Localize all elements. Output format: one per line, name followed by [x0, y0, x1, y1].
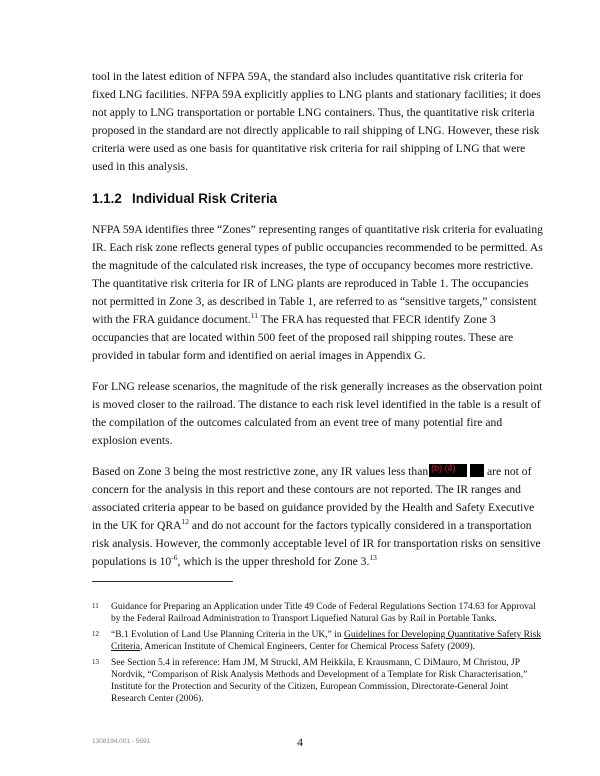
- intro-paragraph: tool in the latest edition of NFPA 59A, the standard also includes quantitative risk criteria for fixed LNG facilities. NFPA 59A explicitly applies to LNG plants and stationary facilities; it does not apply to LNG transportation or portable LNG containers. Thus, the quantitative risk criteria proposed in the standard are not directly applicable to rail shipping of LNG. However, these risk criteria were used as one basis for quantitative risk criteria for rail shipping of LNG that were used in this analysis.: [92, 70, 541, 173]
- page-body: [92, 68, 544, 584]
- footnote-11: [92, 601, 544, 625]
- footnote-text: Guidance for Preparing an Application under Title 49 Code of Federal Regulations Section 174.63 for Approval by the Federal Railroad Administration to Transport Liquefied Natural Gas by Rail in Portable Tanks.: [111, 602, 536, 624]
- footnote-12: [92, 629, 544, 653]
- footnote-citation-link[interactable]: Guidelines for Developing Quantitative Safety Risk Criteria: [111, 630, 542, 652]
- paragraph-zone3: Based on Zone 3 being the most restrictive zone, any IR values less than (b) (4) are not of concern for the analysis in this report and these contours are not reported. The IR ranges and associated criteria appear to be based on guidance provided by the Health and Safety Executive in the UK for QRA$^{12}$ and do not account for the factors typically considered in a transportation risk analysis. However, the commonly acceptable level of IR for transportation risks on sensitive populations is $10^{-6}$, which is the upper threshold for Zone 3.13: [92, 463, 541, 568]
- redaction-label: (b) (4): [431, 463, 456, 473]
- section-number: 1.1.2: [92, 191, 122, 206]
- footnote-ref-13[interactable]: 13: [369, 553, 377, 562]
- section-title: Individual Risk Criteria: [132, 191, 278, 206]
- footnote-number: 11: [92, 602, 99, 610]
- paragraph-release-scenarios: For LNG release scenarios, the magnitude of the risk generally increases as the observation point is moved closer to the railroad. The distance to each risk level identified in the table is a result of the compilation of the outcomes calculated from an event tree of many potential fire and explosion events.: [92, 380, 543, 447]
- footnote-13: [92, 657, 544, 705]
- footnote-text: See Section 5.4 in reference: Ham JM, M Struckl, AM Heikkila, E Krausmann, C DiMauro, M Christou, JP Nordvik, “Comparison of Risk Analysis Methods and Development of a Template for Risk Characterisation,” Institute for the Protection and Security of the Citizen, European Commission, Directorate-General Joint Research Center (2006).: [111, 658, 528, 704]
- section-heading: [92, 190, 544, 208]
- page-number: 4: [297, 735, 303, 749]
- footnote-ref-11[interactable]: 11: [250, 311, 258, 320]
- footnote-ref-12[interactable]: 12: [181, 517, 190, 526]
- footnotes: [92, 601, 544, 709]
- redaction-box-small: [470, 464, 484, 477]
- exponent: -6: [171, 553, 178, 562]
- redaction-box: [429, 464, 467, 477]
- document-id: 1308194.001 - 5691: [92, 738, 151, 745]
- footnote-number: 12: [92, 630, 99, 638]
- footnote-text: “B.1 Evolution of Land Use Planning Criteria in the UK,” in Guidelines for Developing Quantitative Safety Risk Criteria, American Institute of Chemical Engineers, Center for Chemical Process Safety (2009).: [111, 630, 542, 652]
- footnote-separator: [92, 581, 233, 582]
- paragraph-zones: NFPA 59A identifies three “Zones” representing ranges of quantitative risk criteria for evaluating IR. Each risk zone reflects general types of public occupancies recommended to be permitted. As the magnitude of the calculated risk increases, the type of occupancy becomes more restrictive. The quantitative risk criteria for IR of LNG plants are reproduced in Table 1. The occupancies not permitted in Zone 3, as described in Table 1, are referred to as “sensitive targets,” consistent with the FRA guidance document.$^{11}$ The FRA has requested that FECR identify Zone 3 occupancies that are located within 500 feet of the proposed rail shipping routes. These are provided in tabular form and identified on aerial images in Appendix G.: [92, 223, 543, 362]
- footnote-number: 13: [92, 658, 99, 666]
